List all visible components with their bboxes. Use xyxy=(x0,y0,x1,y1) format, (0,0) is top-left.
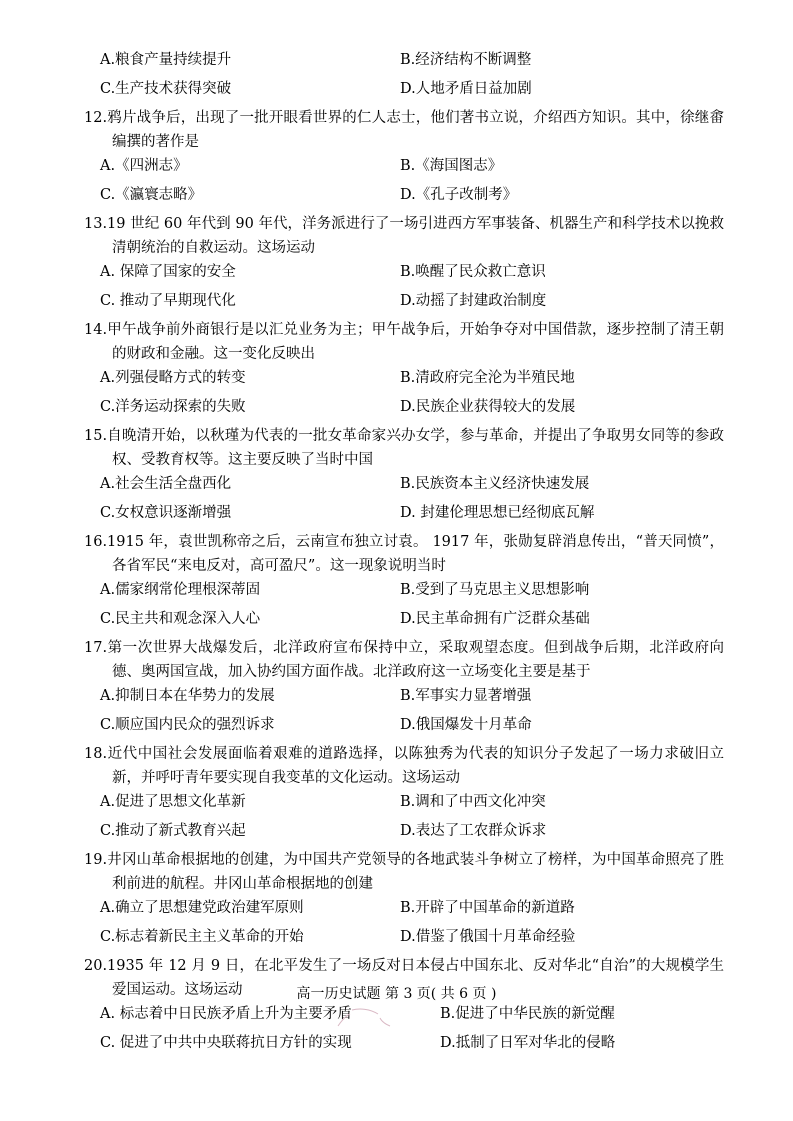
option: D.民族企业获得较大的发展 xyxy=(400,399,576,415)
option: C. 推动了早期现代化 xyxy=(100,293,236,309)
option: B.清政府完全沦为半殖民地 xyxy=(400,370,575,386)
option: A.粮食产量持续提升 xyxy=(100,52,232,68)
question-13 xyxy=(84,212,724,318)
option: A.促进了思想文化革新 xyxy=(100,794,246,810)
question-stem: 14.甲午战争前外商银行是以汇兑业务为主；甲午战争后，开始争夺对中国借款，逐步控制了清王朝的财政和金融。这一变化反映出 xyxy=(84,322,724,362)
option: B.经济结构不断调整 xyxy=(400,52,532,68)
question-stem: 20.1935 年 12 月 9 日，在北平发生了一场反对日本侵占中国东北、反对华北“自治”的大规模学生爱国运动。这场运动 xyxy=(84,958,724,998)
question-14 xyxy=(84,318,724,424)
option: A.《四洲志》 xyxy=(100,158,188,174)
question-stem: 13.19 世纪 60 年代到 90 年代，洋务派进行了一场引进西方军事装备、机器生产和科学技术以挽救清朝统治的自救运动。这场运动 xyxy=(84,216,724,256)
option: A.列强侵略方式的转变 xyxy=(100,370,246,386)
option: D.《孔子改制考》 xyxy=(400,187,518,203)
question-stem: 17.第一次世界大战爆发后，北洋政府宣布保持中立，采取观望态度。但到战争后期，北洋政府向德、奥两国宣战，加入协约国方面作战。北洋政府这一立场变化主要是基于 xyxy=(84,640,724,680)
page-footer: 高一历史试题 第 3 页( 共 6 页 ) xyxy=(296,986,497,1002)
option: D.动摇了封建政治制度 xyxy=(400,293,547,309)
option: D.表达了工农群众诉求 xyxy=(400,823,547,839)
option: C.民主共和观念深入人心 xyxy=(100,611,261,627)
option: B.民族资本主义经济快速发展 xyxy=(400,476,590,492)
question-stem: 12.鸦片战争后，出现了一批开眼看世界的仁人志士，他们著书立说，介绍西方知识。其中，徐继畬编撰的著作是 xyxy=(84,110,724,150)
question-12 xyxy=(84,106,724,212)
question-stem: 15.自晚清开始，以秋瑾为代表的一批女革命家兴办女学，参与革命，并提出了争取男女同等的参政权、受教育权等。这主要反映了当时中国 xyxy=(84,428,724,468)
question-stem: 18.近代中国社会发展面临着艰难的道路选择，以陈独秀为代表的知识分子发起了一场力求破旧立新，并呼吁青年要实现自我变革的文化运动。这场运动 xyxy=(84,746,724,786)
option: B.军事实力显著增强 xyxy=(400,688,532,704)
question-list xyxy=(84,48,724,1060)
question-stem: 16.1915 年，袁世凯称帝之后，云南宣布独立讨袁。 1917 年，张勋复辟消息传出，“普天同愤”，各省军民“来电反对，高可盈尺”。这一现象说明当时 xyxy=(84,534,724,574)
question-stem: 19.井冈山革命根据地的创建，为中国共产党领导的各地武装斗争树立了榜样，为中国革命照亮了胜利前进的航程。井冈山革命根据地的创建 xyxy=(84,852,724,892)
option: D.民主革命拥有广泛群众基础 xyxy=(400,611,590,627)
option: A.抑制日本在华势力的发展 xyxy=(100,688,275,704)
option: B.促进了中华民族的新觉醒 xyxy=(440,1006,615,1022)
option: A.社会生活全盘西化 xyxy=(100,476,232,492)
option: C.《瀛寰志略》 xyxy=(100,187,203,203)
option: B.唤醒了民众救亡意识 xyxy=(400,264,546,280)
option: D.人地矛盾日益加剧 xyxy=(400,81,532,97)
option: B.受到了马克思主义思想影响 xyxy=(400,582,590,598)
option: C.标志着新民主主义革命的开始 xyxy=(100,929,304,945)
question-16 xyxy=(84,530,724,636)
option: B.调和了中西文化冲突 xyxy=(400,794,546,810)
option: A. 标志着中日民族矛盾上升为主要矛盾 xyxy=(100,1006,352,1022)
option: A.确立了思想建党政治建军原则 xyxy=(100,900,304,916)
option: C.推动了新式教育兴起 xyxy=(100,823,246,839)
question-18 xyxy=(84,742,724,848)
option: D. 封建伦理思想已经彻底瓦解 xyxy=(400,505,595,521)
option: D.借鉴了俄国十月革命经验 xyxy=(400,929,576,945)
question-20 xyxy=(84,954,724,1060)
option: C.女权意识逐渐增强 xyxy=(100,505,232,521)
option: C.洋务运动探索的失败 xyxy=(100,399,246,415)
question-15 xyxy=(84,424,724,530)
option: C. 促进了中共中央联蒋抗日方针的实现 xyxy=(100,1035,352,1051)
option: D.抵制了日军对华北的侵略 xyxy=(440,1035,616,1051)
option: A.儒家纲常伦理根深蒂固 xyxy=(100,582,261,598)
option: D.俄国爆发十月革命 xyxy=(400,717,532,733)
option: B.开辟了中国革命的新道路 xyxy=(400,900,575,916)
question-11-options xyxy=(84,48,724,106)
option: C.生产技术获得突破 xyxy=(100,81,232,97)
pen-mark-icon xyxy=(330,1004,400,1032)
question-19 xyxy=(84,848,724,954)
option: B.《海国图志》 xyxy=(400,158,503,174)
option: C.顺应国内民众的强烈诉求 xyxy=(100,717,275,733)
question-17 xyxy=(84,636,724,742)
option: A. 保障了国家的安全 xyxy=(100,264,236,280)
